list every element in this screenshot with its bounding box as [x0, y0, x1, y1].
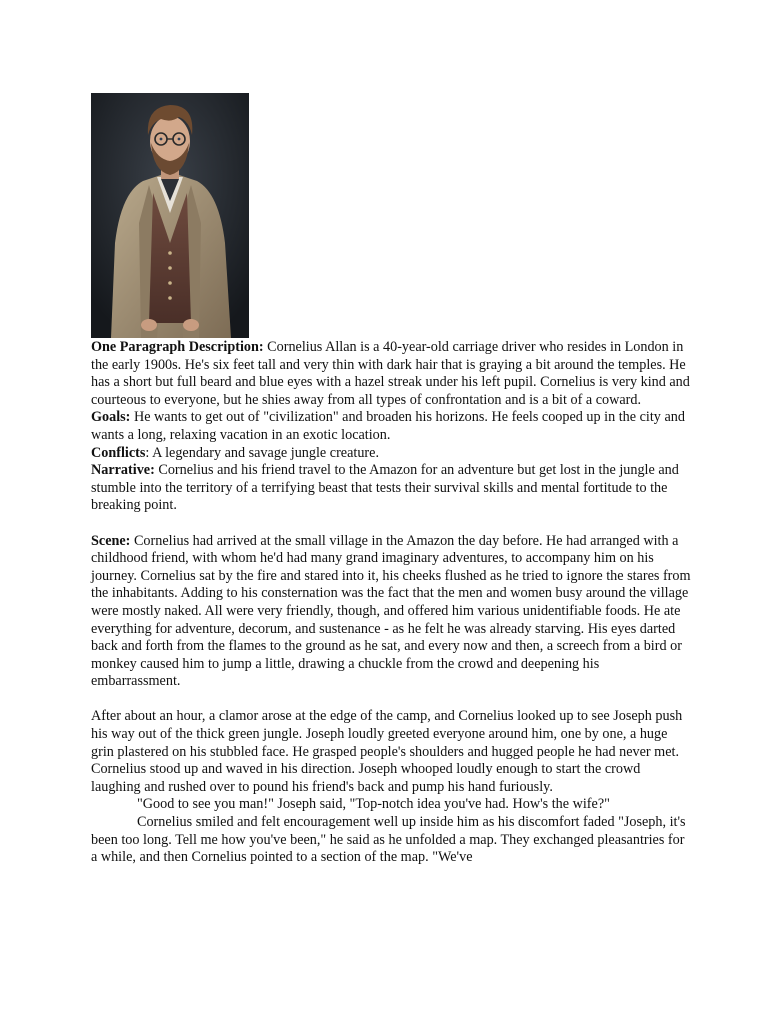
narrative-text: Cornelius and his friend travel to the Amazon for an adventure but get lost in the jungle and stumble into the territory of a terrifying beast that tests their survival skills and mental fortitude to the breaking point. — [91, 462, 679, 514]
goals-paragraph — [91, 409, 691, 444]
conflicts-label: Conflicts — [91, 444, 146, 461]
scene-paragraph — [91, 533, 691, 691]
conflicts-paragraph — [91, 445, 691, 463]
paragraph-gap — [91, 515, 691, 533]
goals-label: Goals: — [91, 409, 131, 426]
dialogue-paragraph-1: "Good to see you man!" Joseph said, "Top-notch idea you've had. How's the wife?" — [137, 796, 610, 813]
dialogue-paragraph-2: Cornelius smiled and felt encouragement well up inside him as his discomfort faded "Joseph, it's been too long. Tell me how you've been," he said as he unfolded a map. They exchanged pleasantries for a while, and then Cornelius pointed to a section of the map. "We've — [91, 814, 686, 866]
narrative-label: Narrative: — [91, 462, 155, 479]
description-text: Cornelius Allan is a 40-year-old carriage driver who resides in London in the early 1900s. He's six feet tall and very thin with dark hair that is graying a bit around the temples. He has a short but full beard and blue eyes with a hazel streak under his left pupil. Cornelius is very kind and courteous to everyone, but he shies away from all types of confrontation and is a bit of a coward. — [91, 339, 690, 408]
document-text — [91, 339, 691, 867]
story-paragraph-2: After about an hour, a clamor arose at the edge of the camp, and Cornelius looked up to see Joseph push his way out of the thick green jungle. Joseph loudly greeted everyone around him, one by one, a huge grin plastered on his stubbled face. He grasped people's shoulders and hugged people he had never met. Cornelius stood up and waved in his direction. Joseph whooped loudly enough to start the crowd laughing and rushed over to pound his friend's back and pump his hand furiously. — [91, 708, 683, 795]
scene-text: Cornelius had arrived at the small village in the Amazon the day before. He had arranged with a childhood friend, with whom he'd had many grand imaginary adventures, to accompany him on his journey. Cornelius sat by the fire and stared into it, his cheeks flushed as he tried to ignore the stares from the inhabitants. Adding to his consternation was the fact that the men and women busy around the village were mostly naked. All were very friendly, though, and offered him various unidentifiable foods. He ate everything for adventure, decorum, and sustenance - as he felt he was already starving. His eyes darted back and forth from the flames to the ground as he sat, and every now and then, a screech from a bird or monkey caused him to jump a little, drawing a chuckle from the crowd and deepening his embarrassment. — [91, 532, 691, 690]
paragraph-gap — [91, 691, 691, 709]
conflicts-text: : A legendary and savage jungle creature. — [145, 444, 379, 461]
goals-text: He wants to get out of "civilization" and broaden his horizons. He feels cooped up in the city and wants a long, relaxing vacation in an exotic location. — [91, 409, 685, 443]
description-paragraph — [91, 339, 691, 409]
narrative-paragraph — [91, 462, 691, 515]
scene-label: Scene: — [91, 532, 131, 549]
character-portrait-image — [91, 93, 249, 338]
document-page — [91, 93, 691, 867]
description-label: One Paragraph Description: — [91, 339, 264, 355]
